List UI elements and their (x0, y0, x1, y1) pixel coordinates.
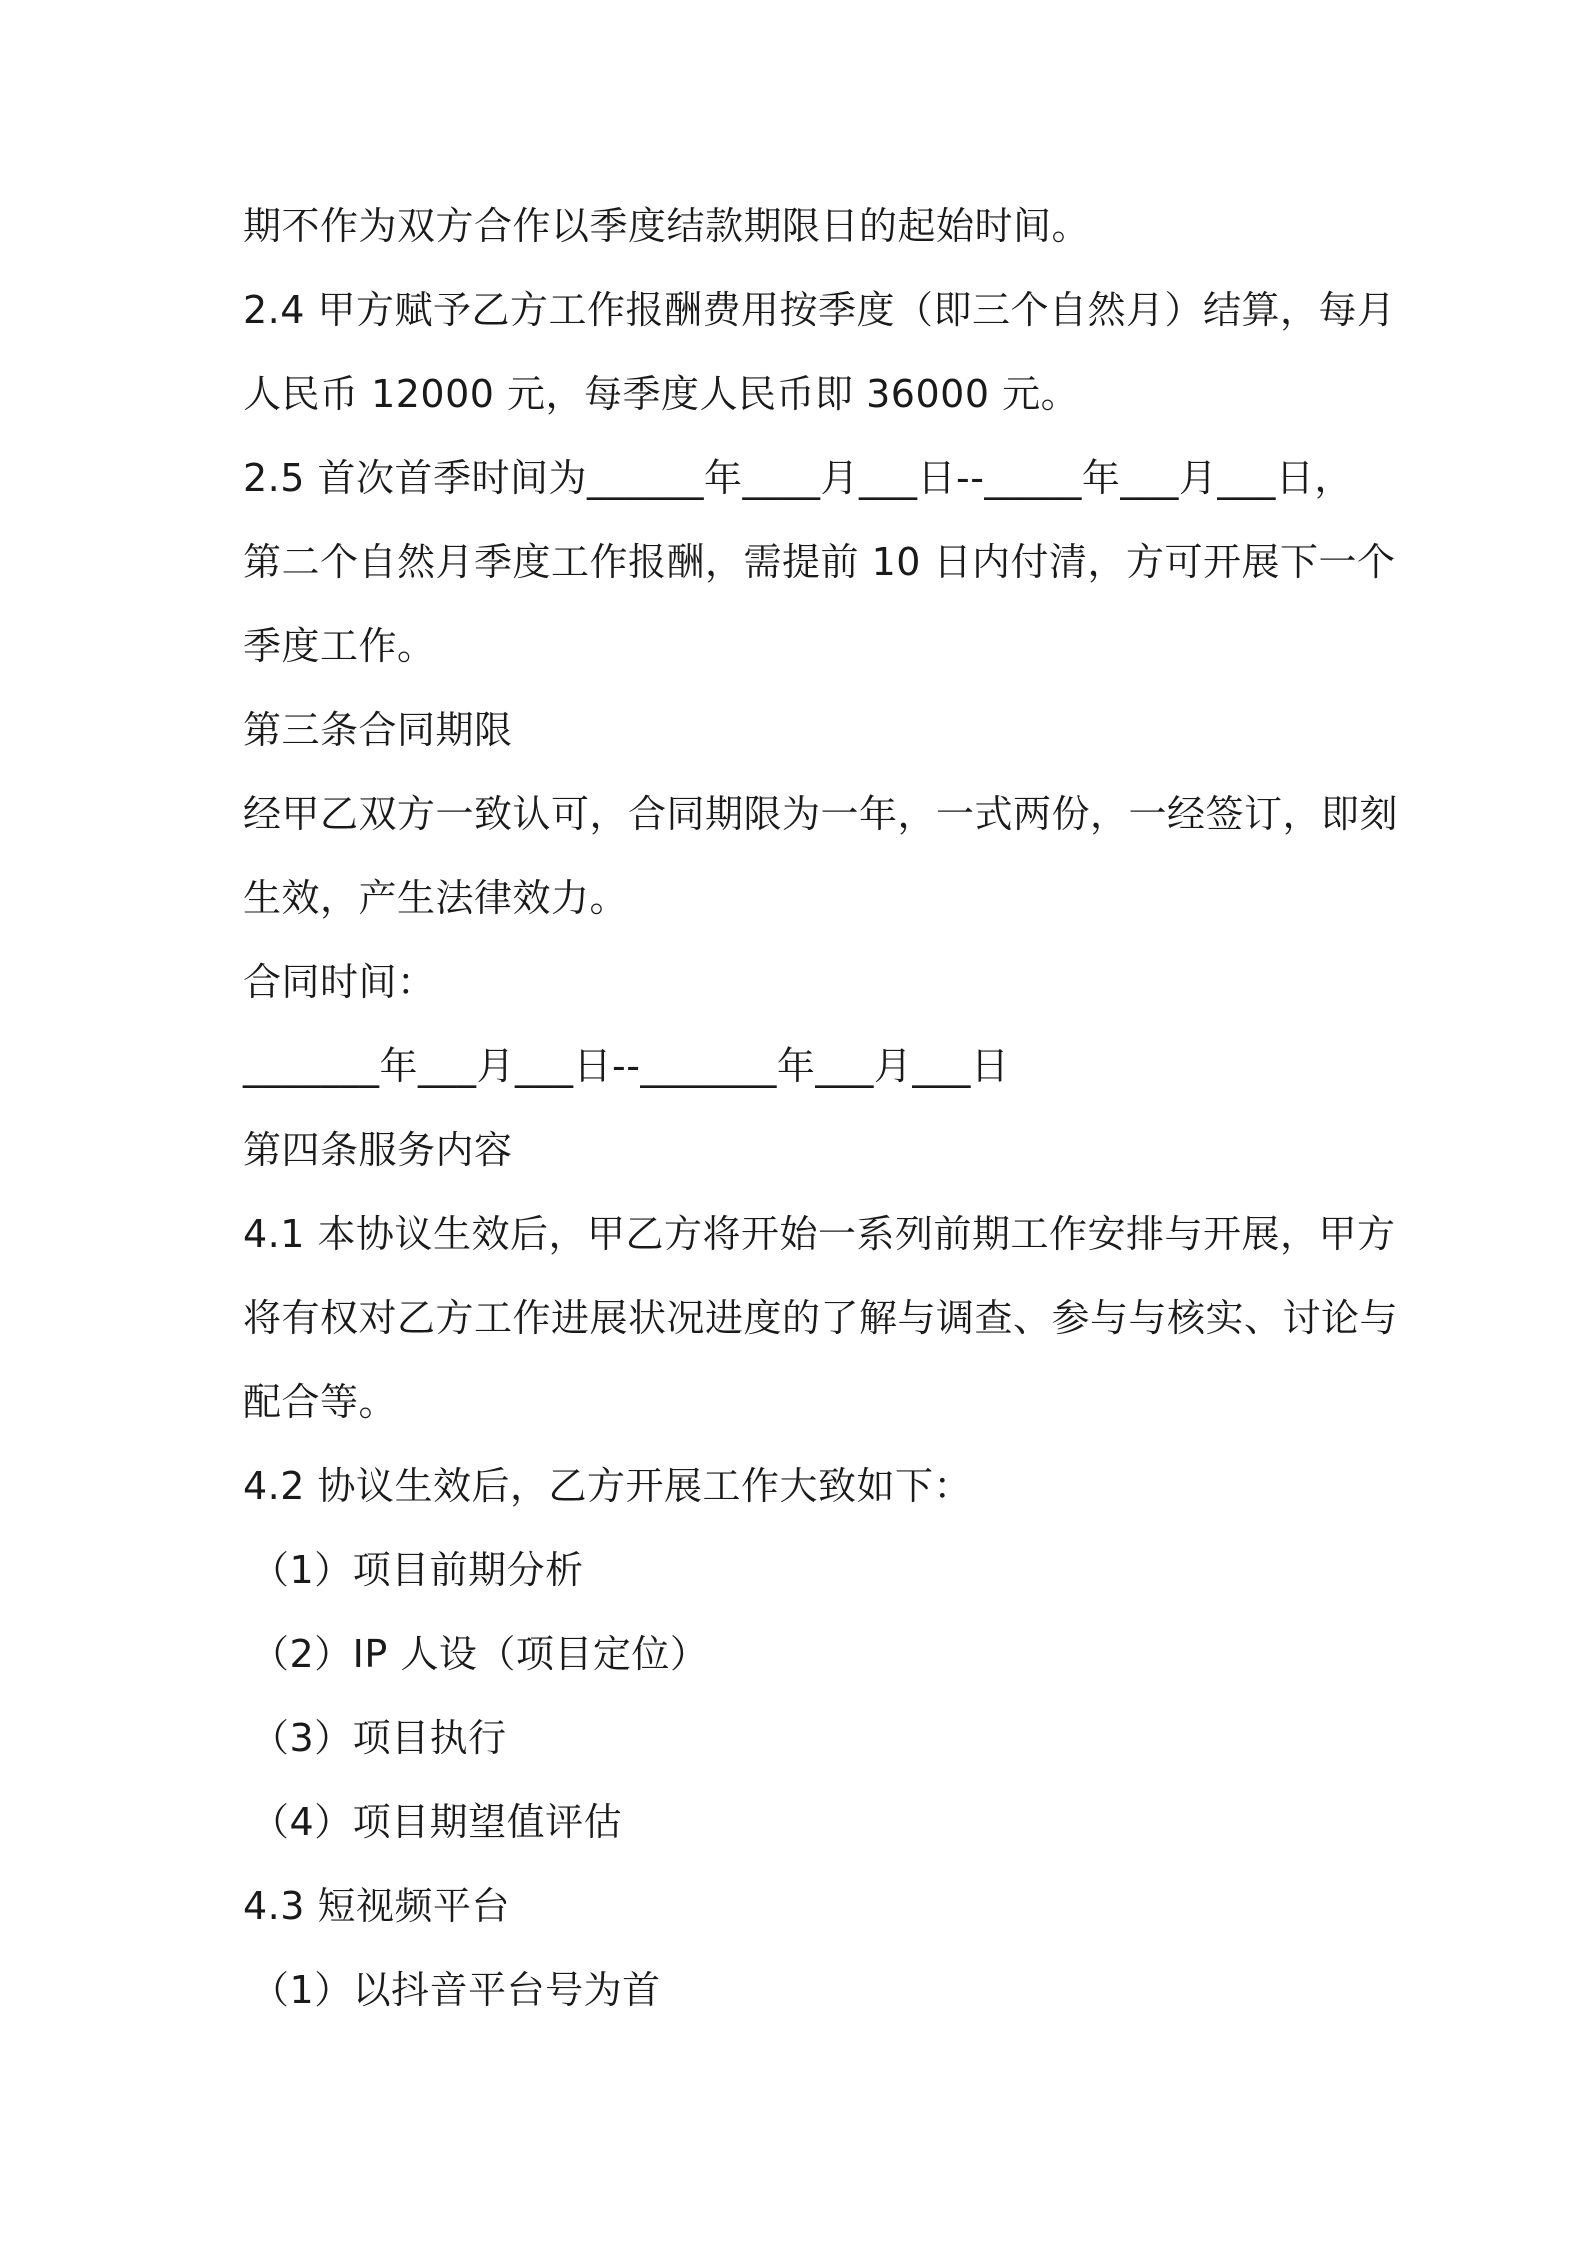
clause-2-5-continuation: 季度工作。 (243, 624, 436, 668)
list-item: （3）项目执行 (251, 1716, 507, 1760)
section-heading-service-content: 第四条服务内容 (243, 1128, 513, 1172)
contract-time-label: 合同时间： (243, 960, 436, 1004)
contract-term-text: 经甲乙双方一致认可，合同期限为一年，一式两份，一经签订，即刻 (243, 792, 1399, 836)
contract-text-body (243, 196, 1399, 2044)
paragraph-line: 期不作为双方合作以季度结款期限日的起始时间。 (243, 204, 1091, 248)
list-item: （4）项目期望值评估 (251, 1800, 623, 1844)
clause-4-2-line: 4.2 协议生效后，乙方开展工作大致如下： (243, 1464, 973, 1508)
list-item: （1）以抖音平台号为首 (251, 1968, 661, 2012)
contract-term-text-continuation: 生效，产生法律效力。 (243, 876, 629, 920)
clause-2-5-continuation: 第二个自然月季度工作报酬，需提前 10 日内付清，方可开展下一个 (243, 540, 1396, 584)
section-heading-contract-term: 第三条合同期限 (243, 708, 513, 752)
clause-4-1-line: 4.1 本协议生效后，甲乙方将开始一系列前期工作安排与开展，甲方 (243, 1212, 1396, 1256)
clause-2-5-line: 2.5 首次首季时间为______年____月___日--_____年___月___日， (243, 456, 1353, 500)
clause-2-4-continuation: 人民币 12000 元，每季度人民币即 36000 元。 (243, 372, 1080, 416)
list-item: （1）项目前期分析 (251, 1548, 584, 1592)
list-item: （2）IP 人设（项目定位） (251, 1632, 709, 1676)
clause-2-4-line: 2.4 甲方赋予乙方工作报酬费用按季度（即三个自然月）结算，每月 (243, 288, 1396, 332)
clause-4-1-continuation: 将有权对乙方工作进展状况进度的了解与调查、参与与核实、讨论与 (243, 1296, 1399, 1340)
clause-4-3-line: 4.3 短视频平台 (243, 1884, 511, 1928)
clause-4-1-continuation: 配合等。 (243, 1380, 398, 1424)
contract-time-blank: _______年___月___日--_______年___月___日 (243, 1044, 1010, 1088)
